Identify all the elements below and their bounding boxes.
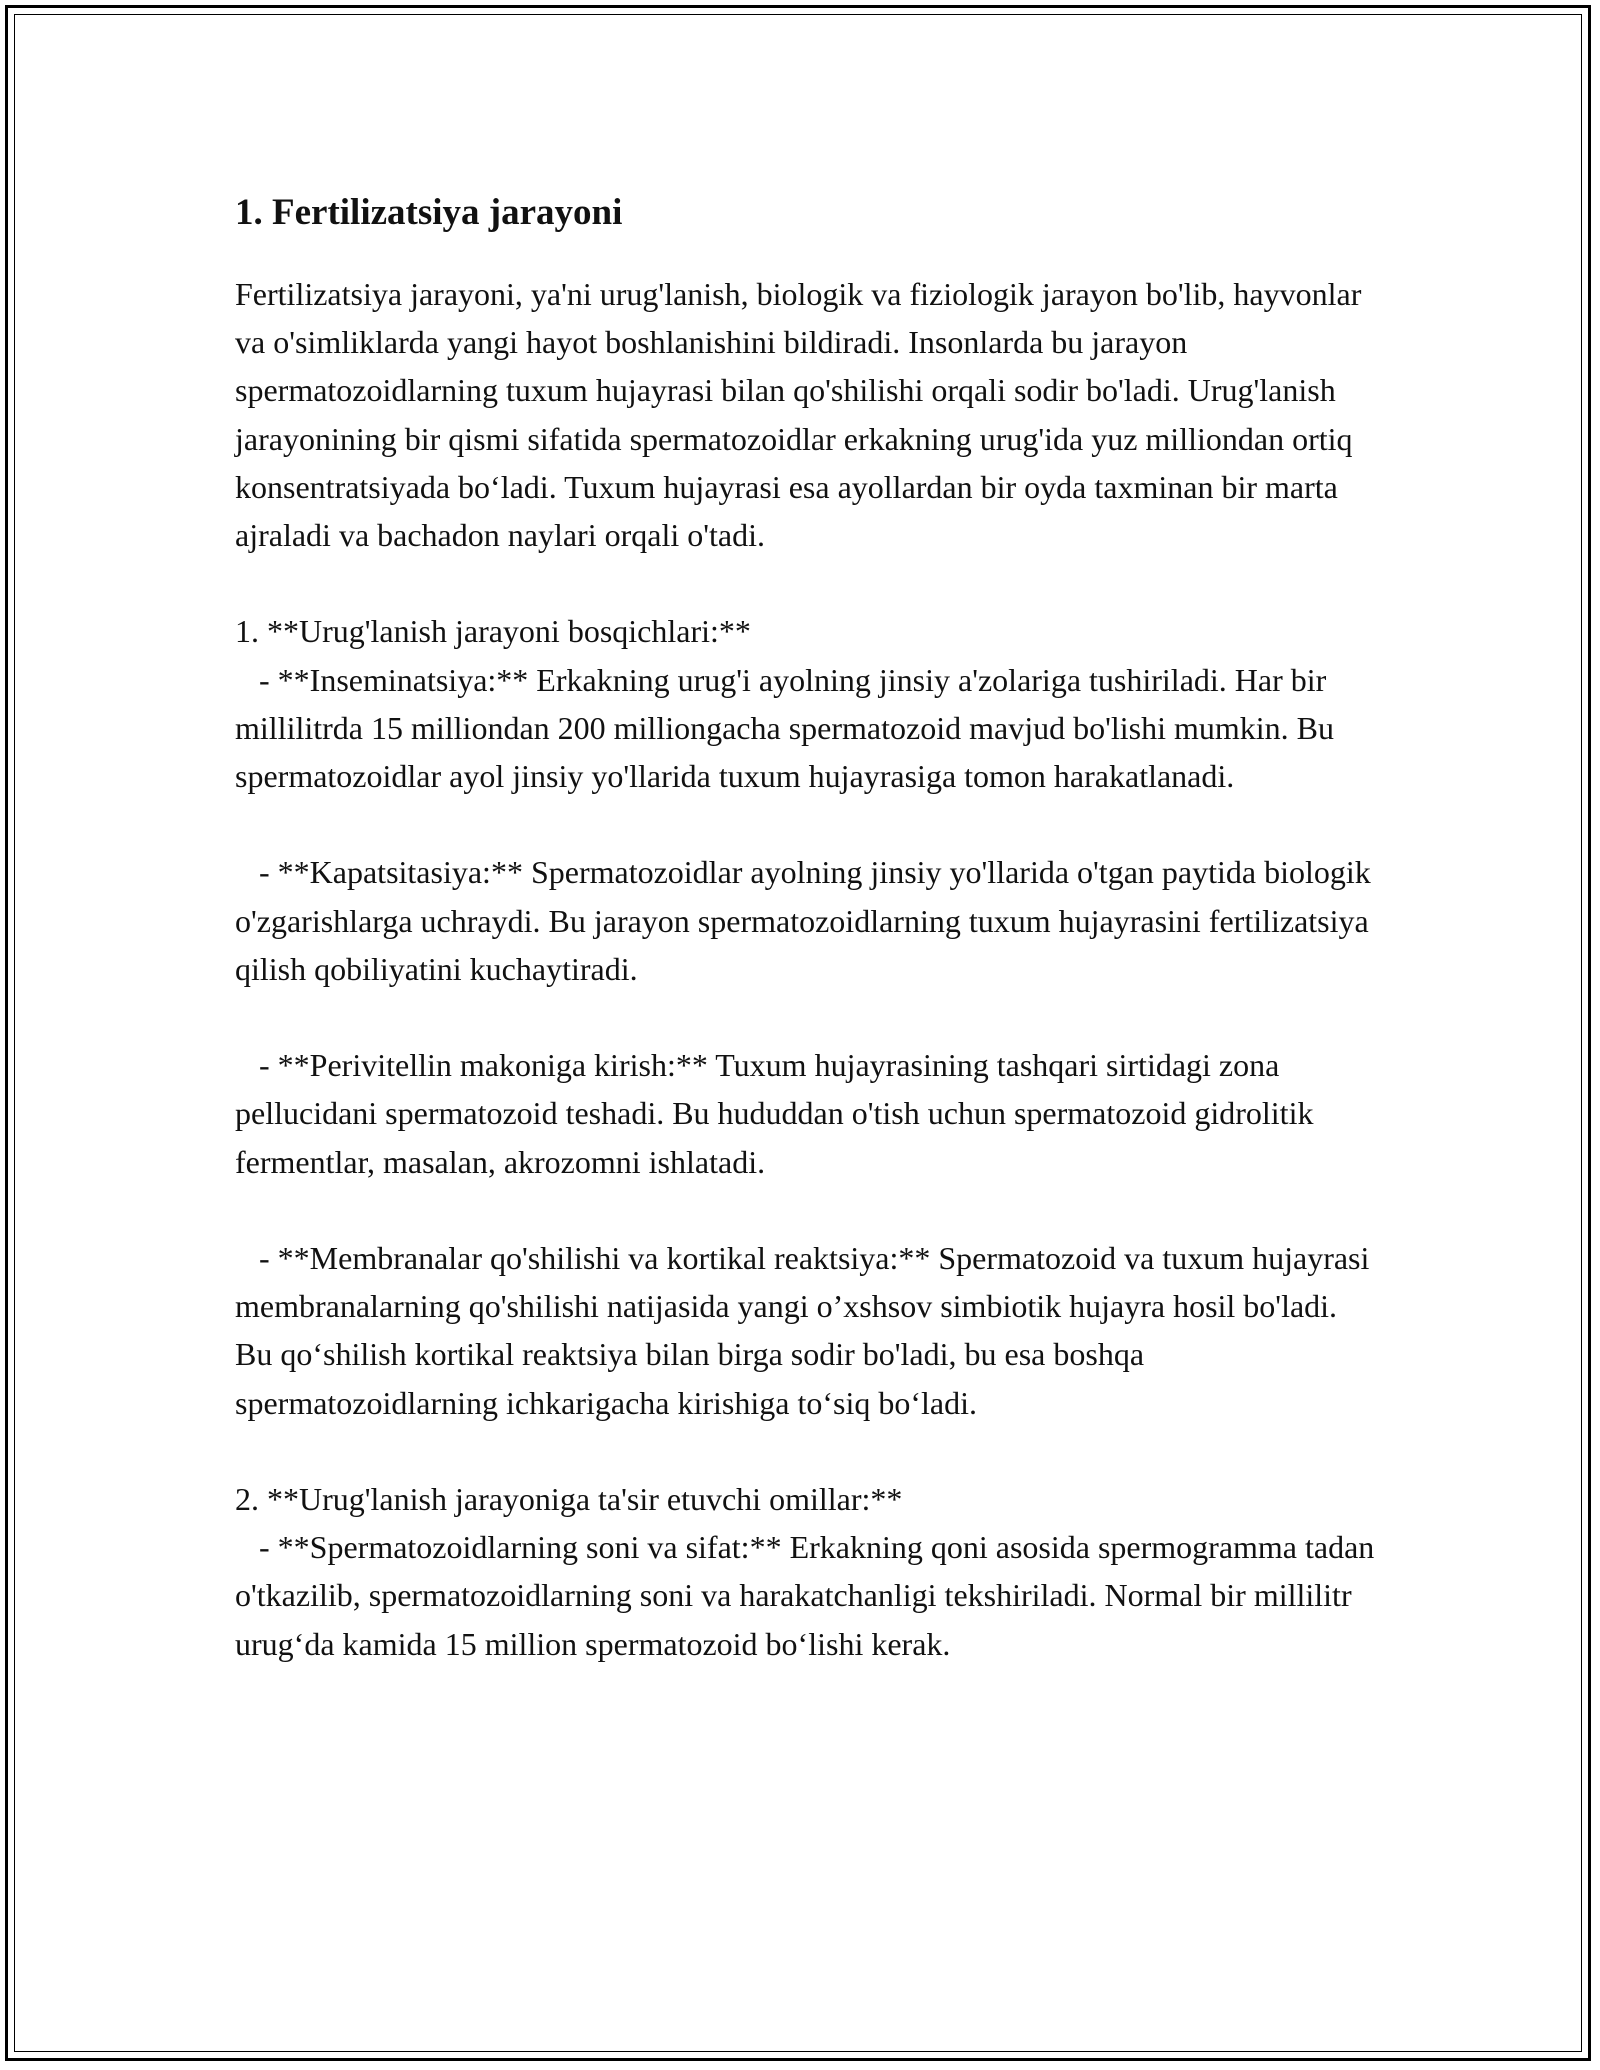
factors-list: 2. **Urug'lanish jarayoniga ta'sir etuvchi omillar:** - **Spermatozoidlarning soni va sifat:** Erkakning qoni asosida spermogramma tadan o'tkazilib, spermatozoidlarning soni va harakatchanligi tekshiriladi. Normal bir millilitr urug‘da kamida 15 million spermatozoid bo‘lishi kerak. [235,1481,1375,1662]
stage-membranalar: - **Membranalar qo'shilishi va kortikal reaktsiya:** Spermatozoid va tuxum hujayrasi membranalarning qo'shilishi natijasida yangi o’xshsov simbiotik hujayra hosil bo'ladi. Bu qo‘shilish kortikal reaktsiya bilan birga sodir bo'ladi, bu esa boshqa spermatozoidlarning ichkarigacha kirishiga to‘siq bo‘ladi. [235,1240,1378,1421]
section-heading: 1. Fertilizatsiya jarayoni [235,192,623,233]
stages-list-inseminatsiya: 1. **Urug'lanish jarayoni bosqichlari:** - **Inseminatsiya:** Erkakning urug'i ayolning jinsiy a'zolariga tushiriladi. Har bir millilitrda 15 milliondan 200 milliongacha spermatozoid mavjud bo'lishi mumkin. Bu spermatozoidlar ayol jinsiy yo'llarida tuxum hujayrasiga tomon harakatlanadi. [235,613,1334,795]
document-body [235,183,1379,1668]
intro-paragraph: Fertilizatsiya jarayoni, ya'ni urug'lanish, biologik va fiziologik jarayon bo'lib, hayvonlar va o'simliklarda yangi hayot boshlanishini bildiradi. Insonlarda bu jarayon spermatozoidlarning tuxum hujayrasi bilan qo'shilishi orqali sodir bo'ladi. Urug'lanish jarayonining bir qismi sifatida spermatozoidlar erkakning urug'ida yuz milliondan ortiq konsentratsiyada bo‘ladi. Tuxum hujayrasi esa ayollardan bir oyda taxminan bir marta ajraladi va bachadon naylari orqali o'tadi. [235,276,1370,554]
stage-kapatsitasiya: - **Kapatsitasiya:** Spermatozoidlar ayolning jinsiy yo'llarida o'tgan paytida biologik o'zgarishlarga uchraydi. Bu jarayon spermatozoidlarning tuxum hujayrasini fertilizatsiya qilish qobiliyatini kuchaytiradi. [235,854,1379,987]
stage-perivitellin: - **Perivitellin makoniga kirish:** Tuxum hujayrasining tashqari sirtidagi zona pellucidani spermatozoid teshadi. Bu hududdan o'tish uchun spermatozoid gidrolitik fermentlar, masalan, akrozomni ishlatadi. [235,1047,1322,1180]
